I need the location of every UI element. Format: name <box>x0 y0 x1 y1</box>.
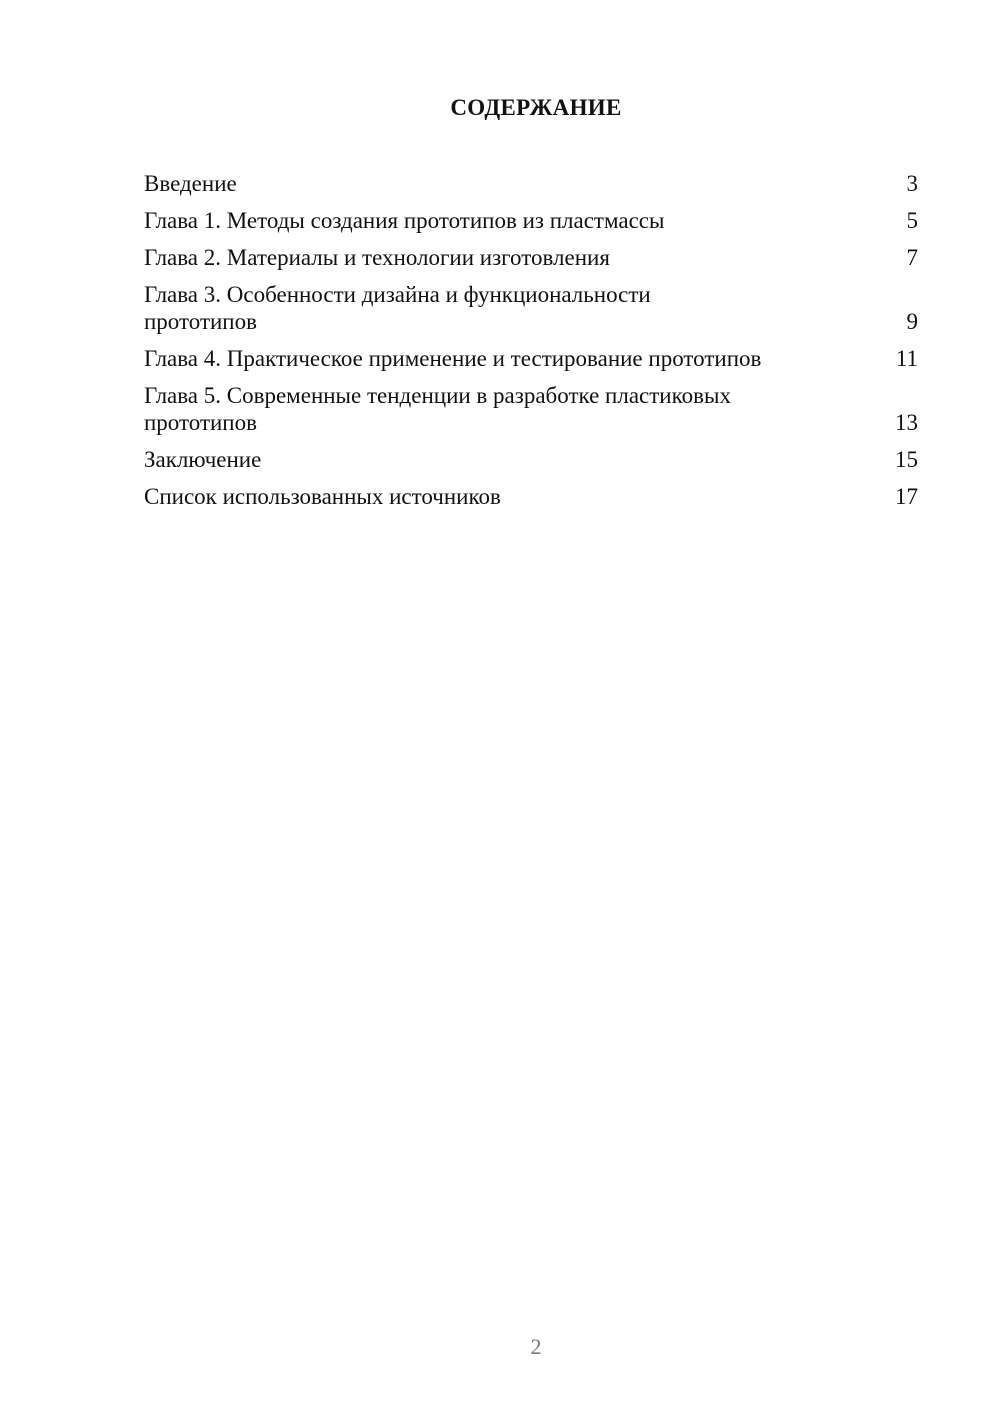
toc-entry-text: Глава 4. Практическое применение и тестирование прототипов <box>144 346 762 371</box>
toc-entry-text: Глава 2. Материалы и технологии изготовления <box>144 245 610 270</box>
toc-entry-page: 13 <box>895 410 918 435</box>
toc-entry <box>144 345 918 372</box>
toc-entry <box>144 207 918 234</box>
toc-entry <box>144 483 918 510</box>
toc-entry <box>144 244 918 271</box>
toc-entry-page: 17 <box>895 484 918 509</box>
toc-entry-page: 7 <box>906 245 918 270</box>
page-number: 2 <box>530 1334 542 1359</box>
page-title: СОДЕРЖАНИЕ <box>450 95 622 120</box>
toc-entry <box>144 382 918 436</box>
toc-entry-page: 15 <box>895 447 918 472</box>
toc-entry-text: Список использованных источников <box>144 484 501 509</box>
toc-entry <box>144 170 918 197</box>
toc-entry-text: Заключение <box>144 447 262 472</box>
toc-entry-text: Глава 5. Современные тенденции в разработке пластиковых прототипов <box>144 383 731 435</box>
toc-entry-page: 5 <box>906 208 918 233</box>
toc-entry-text: Глава 3. Особенности дизайна и функциональности прототипов <box>144 282 651 334</box>
toc-entry <box>144 446 918 473</box>
toc-entry-text: Глава 1. Методы создания прототипов из пластмассы <box>144 208 665 233</box>
toc-entry <box>144 281 918 335</box>
toc-entry-page: 9 <box>906 309 918 334</box>
table-of-contents <box>144 170 918 520</box>
toc-entry-text: Введение <box>144 171 237 196</box>
toc-entry-page: 3 <box>906 171 918 196</box>
toc-entry-page: 11 <box>895 346 918 371</box>
